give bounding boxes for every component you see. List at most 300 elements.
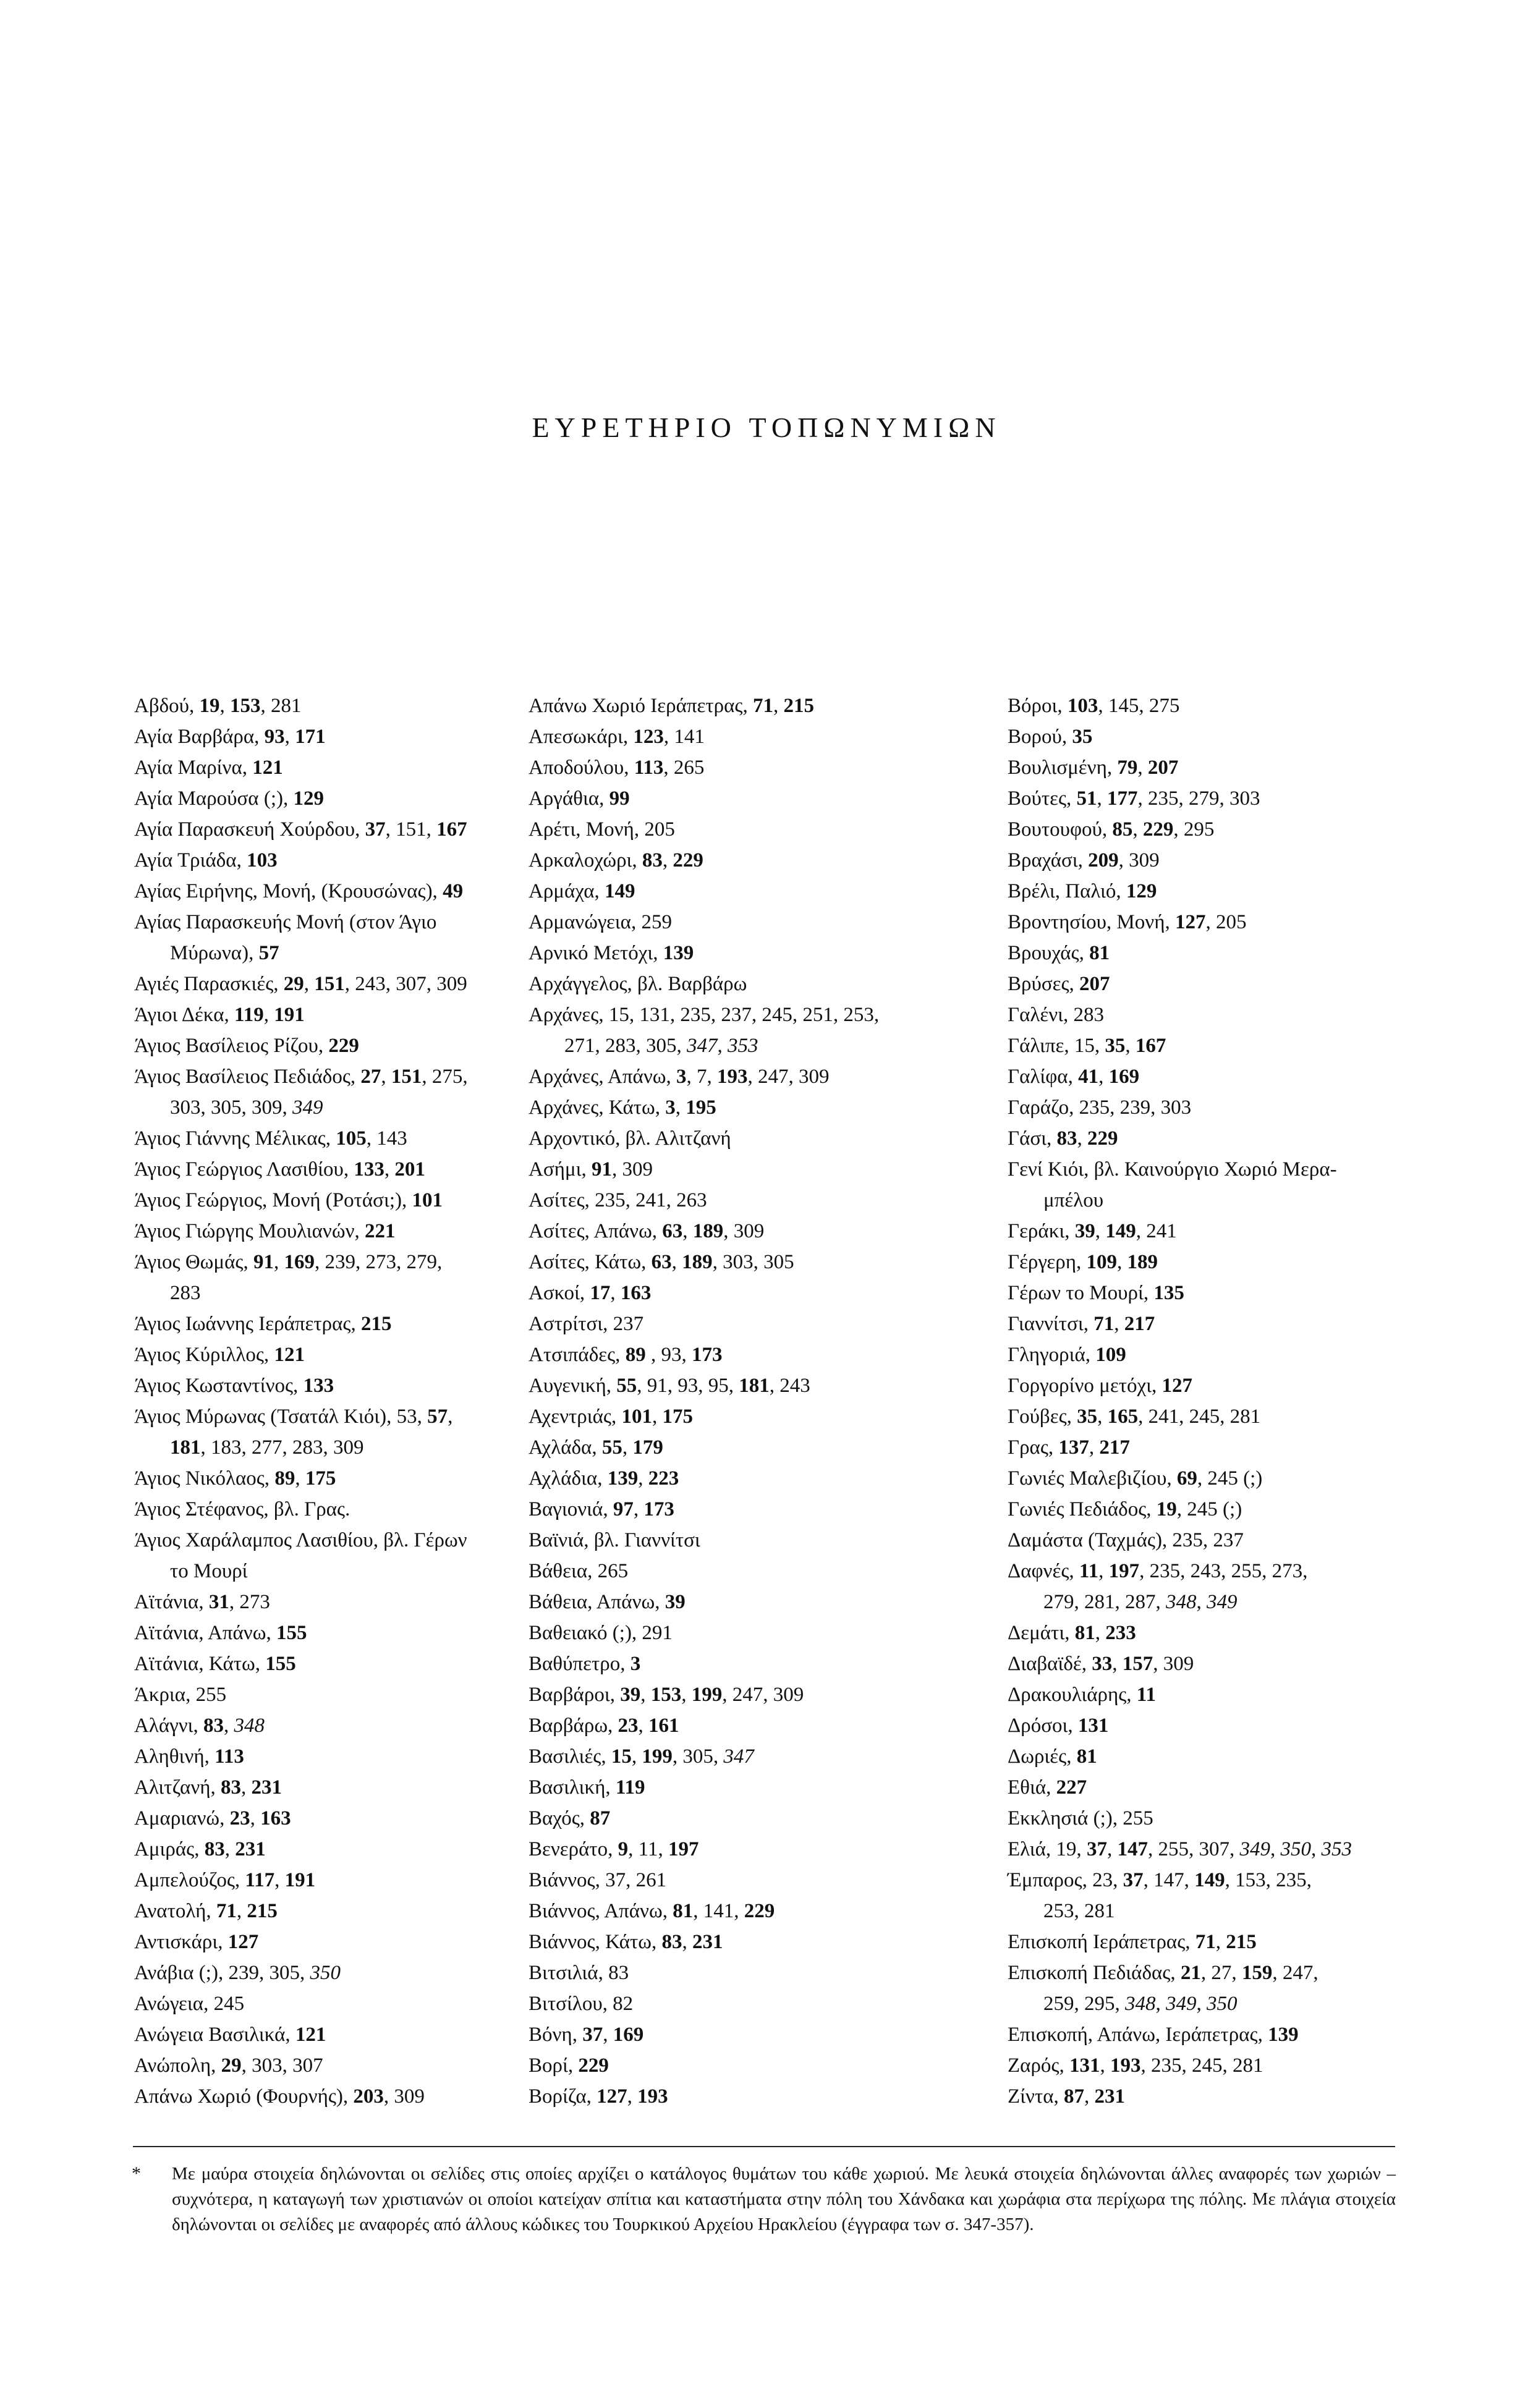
index-entry-run: 169 xyxy=(1108,1066,1140,1088)
index-entry-run: , xyxy=(603,2024,613,2046)
index-entry xyxy=(529,783,974,814)
index-entry-run: 23 xyxy=(229,1807,250,1829)
index-entry-run: Άγιος Γιάννης Μέλικας, xyxy=(134,1127,336,1150)
index-entry xyxy=(1008,1370,1453,1401)
index-entry xyxy=(529,999,974,1061)
index-entry-run: Ασκοί, xyxy=(529,1282,590,1304)
index-entry xyxy=(529,1278,974,1308)
index-entry xyxy=(1008,907,1453,938)
index-entry xyxy=(134,969,579,999)
index-entry-run: μπέλου xyxy=(1043,1189,1104,1211)
index-entry xyxy=(134,1741,579,1772)
index-entry-run: 85 xyxy=(1112,818,1133,841)
index-entry-run: 101 xyxy=(412,1189,443,1211)
index-entry-run: 121 xyxy=(274,1344,305,1366)
index-entry xyxy=(134,1587,579,1617)
index-entry-run: 93 xyxy=(264,726,285,748)
index-entry-run: , xyxy=(219,695,231,717)
index-entry-run: 133 xyxy=(303,1375,334,1397)
index-entry-run: 91 xyxy=(253,1251,274,1273)
index-entry xyxy=(134,1896,579,1927)
index-entry-run: Βροντησίου, Μονή, xyxy=(1008,911,1175,933)
index-entry-run: Αμπελούζος, xyxy=(134,1869,245,1891)
index-entry-run: Άγιος Βασίλειος Ρίζου, xyxy=(134,1035,329,1057)
index-entry-run: Μύρωνα), xyxy=(170,942,259,964)
index-entry-run: Άγιος Γεώργιος Λασιθίου, xyxy=(134,1158,354,1181)
index-entry-run: Γεράκι, xyxy=(1008,1220,1075,1242)
index-entry-run: 167 xyxy=(436,818,467,841)
index-entry-run: , xyxy=(1215,1931,1226,1953)
index-entry xyxy=(134,1957,579,1988)
index-entry-run: 19 xyxy=(1156,1498,1177,1520)
index-entry-run: 348 xyxy=(1125,1993,1156,2015)
index-entry xyxy=(529,1741,974,1772)
index-entry-run: , xyxy=(1095,1622,1106,1644)
index-entry-run: , 247, 309 xyxy=(747,1066,830,1088)
index-entry-run: Αϊτάνια, Απάνω, xyxy=(134,1622,276,1644)
index-entry xyxy=(529,1216,974,1247)
index-entry xyxy=(134,1401,579,1463)
index-entry-run: , xyxy=(1270,1838,1281,1860)
index-entry-run: , xyxy=(384,1158,395,1181)
index-entry-run: , 7, xyxy=(686,1066,717,1088)
index-entry-run: 3 xyxy=(665,1096,676,1119)
index-entry xyxy=(529,1092,974,1123)
index-entry-run: Άγιοι Δέκα, xyxy=(134,1004,235,1026)
index-entry-run: 127 xyxy=(227,1931,259,1953)
index-entry xyxy=(1008,1525,1453,1556)
index-entry xyxy=(1008,1463,1453,1494)
index-entry-run: , 91, 93, 95, xyxy=(637,1375,739,1397)
index-entry-run: , 247, xyxy=(1272,1962,1319,1984)
index-entry-run: Άκρια, 255 xyxy=(134,1684,227,1706)
index-entry-run: Ελιά, 19, xyxy=(1008,1838,1087,1860)
index-entry-run: Γωνιές Πεδιάδος, xyxy=(1008,1498,1157,1520)
index-entry xyxy=(134,1308,579,1339)
index-entry-run: 151 xyxy=(391,1066,422,1088)
index-entry xyxy=(529,907,974,938)
index-entry-run: 131 xyxy=(1077,1715,1109,1737)
index-entry xyxy=(529,721,974,752)
index-entry xyxy=(134,1339,579,1370)
index-entry xyxy=(134,752,579,783)
index-entry-run: , 235, 245, 281 xyxy=(1140,2054,1263,2077)
index-entry xyxy=(529,1957,974,1988)
index-entry-run: Δρακουλιάρης, xyxy=(1008,1684,1137,1706)
index-column-1 xyxy=(134,690,579,2112)
index-entry-run: Βόνη, xyxy=(529,2024,583,2046)
footnote-divider xyxy=(133,2146,1395,2147)
index-entry-run: 159 xyxy=(1241,1962,1273,1984)
index-entry xyxy=(134,690,579,721)
index-entry-run: 191 xyxy=(284,1869,316,1891)
index-entry xyxy=(529,1803,974,1834)
index-entry-run: Βούτες, xyxy=(1008,787,1077,810)
index-entry-run: 199 xyxy=(691,1684,723,1706)
index-entry-run: Αϊτάνια, Κάτω, xyxy=(134,1653,266,1675)
index-entry-run: , 309 xyxy=(1118,849,1160,871)
index-entry-run: 83 xyxy=(661,1931,682,1953)
index-entry-run: 348 xyxy=(234,1715,265,1737)
index-entry xyxy=(1008,1278,1453,1308)
index-entry xyxy=(1008,1803,1453,1834)
index-entry xyxy=(529,1463,974,1494)
index-entry xyxy=(134,1803,579,1834)
index-entry-run: Γωνιές Μαλεβιζίου, xyxy=(1008,1467,1177,1490)
index-entry xyxy=(529,1339,974,1370)
index-entry xyxy=(529,1494,974,1525)
index-entry-run: 157 xyxy=(1122,1653,1153,1675)
index-entry-run: 139 xyxy=(1268,2024,1299,2046)
index-entry-run: , 255, 307, xyxy=(1147,1838,1240,1860)
index-entry-run: Βρύσες, xyxy=(1008,973,1080,995)
index-entry-run: 139 xyxy=(607,1467,639,1490)
index-entry-run: Ανατολή, xyxy=(134,1900,216,1922)
index-entry xyxy=(1008,721,1453,752)
index-entry-run: 283 xyxy=(170,1282,201,1304)
index-entry xyxy=(1008,783,1453,814)
index-entry xyxy=(529,1834,974,1865)
index-entry-run: , xyxy=(1097,787,1108,810)
index-entry-run: 209 xyxy=(1088,849,1119,871)
index-entry-run: Γληγοριά, xyxy=(1008,1344,1096,1366)
index-entry-run: Βόροι, xyxy=(1008,695,1068,717)
index-entry-run: , xyxy=(652,1405,663,1428)
index-entry-run: Δωριές, xyxy=(1008,1745,1077,1768)
index-entry-run: Αβδού, xyxy=(134,695,200,717)
index-entry-run: Γάσι, xyxy=(1008,1127,1057,1150)
index-entry-run: 37 xyxy=(1086,1838,1107,1860)
index-entry-run: , xyxy=(638,1715,649,1737)
index-entry xyxy=(529,1648,974,1679)
index-entry xyxy=(529,2050,974,2081)
index-entry-run: 103 xyxy=(1067,695,1098,717)
index-entry-run: Αγία Μαρούσα (;), xyxy=(134,787,294,810)
index-entry xyxy=(134,1927,579,1957)
index-entry xyxy=(529,752,974,783)
index-entry-run: 105 xyxy=(336,1127,367,1150)
index-entry-run: 149 xyxy=(1194,1869,1225,1891)
index-entry-run: 41 xyxy=(1078,1066,1099,1088)
index-entry-run: Βιάννος, 37, 261 xyxy=(529,1869,667,1891)
index-entry-run: 179 xyxy=(632,1436,663,1459)
index-entry-run: 191 xyxy=(274,1004,305,1026)
index-entry-run: 3 xyxy=(676,1066,687,1088)
index-entry-run: 169 xyxy=(613,2024,644,2046)
index-entry-run: , 281 xyxy=(260,695,302,717)
index-entry-run: , xyxy=(295,1467,305,1490)
index-entry-run: , xyxy=(631,1745,642,1768)
index-entry-run: 259, 295, xyxy=(1043,1993,1125,2015)
index-entry xyxy=(1008,752,1453,783)
index-entry-run: Γρας, xyxy=(1008,1436,1059,1459)
index-entry-run: 231 xyxy=(692,1931,723,1953)
index-entry-run: 119 xyxy=(615,1776,645,1799)
index-entry-run: , xyxy=(1097,1405,1108,1428)
index-entry-run: , xyxy=(638,1467,648,1490)
index-entry xyxy=(529,1154,974,1185)
index-entry-run: 39 xyxy=(620,1684,641,1706)
index-entry-run: 349 xyxy=(1207,1591,1238,1613)
index-entry-run: 177 xyxy=(1107,787,1138,810)
index-entry-run: , 241, 245, 281 xyxy=(1138,1405,1261,1428)
index-entry-run: 229 xyxy=(744,1900,775,1922)
index-entry-run: 147 xyxy=(1117,1838,1148,1860)
index-entry-run: 149 xyxy=(1105,1220,1136,1242)
index-entry-run: 103 xyxy=(247,849,278,871)
index-entry-run: Ζαρός, xyxy=(1008,2054,1069,2077)
index-entry-run: Γενί Κιόι, βλ. Καινούργιο Χωριό Μερα- xyxy=(1008,1158,1337,1181)
index-entry-run: 233 xyxy=(1105,1622,1136,1644)
index-entry-run: Επισκοπή Πεδιάδας, xyxy=(1008,1962,1181,1984)
index-entry-run: Αμαριανώ, xyxy=(134,1807,230,1829)
index-entry-run: το Μουρί xyxy=(170,1560,248,1582)
index-entry-run: , xyxy=(1117,1251,1127,1273)
index-entry xyxy=(134,1061,579,1123)
index-entry-run: 229 xyxy=(1087,1127,1118,1150)
index-entry-run: 71 xyxy=(216,1900,237,1922)
index-entry-run: Ασήμι, xyxy=(529,1158,592,1181)
index-entry-run: Αρχάγγελος, βλ. Βαρβάρω xyxy=(529,973,747,995)
index-entry-run: 189 xyxy=(682,1251,713,1273)
index-entry-run: Αστρίτσι, 237 xyxy=(529,1313,644,1335)
index-entry xyxy=(1008,1432,1453,1463)
index-entry-run: 99 xyxy=(609,787,630,810)
index-entry-run: , 309 xyxy=(611,1158,653,1181)
index-entry-run: Βουτουφού, xyxy=(1008,818,1113,841)
index-entry-run: Βορίζα, xyxy=(529,2085,597,2108)
index-entry xyxy=(134,1834,579,1865)
index-entry xyxy=(529,938,974,969)
index-entry-run: 81 xyxy=(673,1900,694,1922)
index-entry xyxy=(1008,1092,1453,1123)
index-entry-run: 11 xyxy=(1136,1684,1156,1706)
index-entry-run: 83 xyxy=(1056,1127,1077,1150)
index-entry-run: 217 xyxy=(1099,1436,1130,1459)
index-entry-run: Άγιος Γεώργιος, Μονή (Ροτάσι;), xyxy=(134,1189,412,1211)
index-entry-run: 217 xyxy=(1124,1313,1155,1335)
index-entry-run: Αποδούλου, xyxy=(529,757,634,779)
index-entry-run: 127 xyxy=(1161,1375,1192,1397)
index-entry-run: Ζίντα, xyxy=(1008,2085,1064,2108)
index-entry xyxy=(134,1030,579,1061)
index-entry-run: 37 xyxy=(582,2024,603,2046)
index-entry-run: 83 xyxy=(221,1776,242,1799)
index-entry-run: , 265 xyxy=(663,757,705,779)
index-entry-run: , xyxy=(224,1715,234,1737)
index-entry-run: , 143 xyxy=(366,1127,407,1150)
index-entry-run: 169 xyxy=(284,1251,315,1273)
index-entry xyxy=(134,1525,579,1587)
index-entry-run: 79 xyxy=(1117,757,1138,779)
index-entry-run: 57 xyxy=(258,942,279,964)
index-entry-run: , 273 xyxy=(229,1591,270,1613)
index-entry xyxy=(529,1988,974,2019)
index-entry xyxy=(529,1556,974,1587)
index-entry-run: 83 xyxy=(642,849,663,871)
index-entry-run: 215 xyxy=(360,1313,392,1335)
index-entry xyxy=(529,2019,974,2050)
index-entry-run: , xyxy=(1125,1035,1136,1057)
index-entry-run: 3 xyxy=(630,1653,641,1675)
index-entry xyxy=(134,1988,579,2019)
index-entry-run: , xyxy=(236,1900,247,1922)
index-entry-run: , xyxy=(250,1807,261,1829)
index-entry-run: 39 xyxy=(1074,1220,1095,1242)
index-entry xyxy=(529,1679,974,1710)
index-entry-run: 55 xyxy=(616,1375,637,1397)
index-entry-run: Αγίας Παρασκευής Μονή (στον Άγιο xyxy=(134,911,437,933)
index-entry-run: , xyxy=(1098,1560,1109,1582)
index-entry-run: Βορί, xyxy=(529,2054,579,2077)
index-entry-run: Άγιος Μύρωνας (Τσατάλ Κιόι), 53, xyxy=(134,1405,428,1428)
index-entry-run: 35 xyxy=(1105,1035,1126,1057)
index-entry xyxy=(529,1061,974,1092)
index-entry xyxy=(529,1123,974,1154)
index-entry-run: 229 xyxy=(578,2054,609,2077)
index-entry-run: , xyxy=(1106,1838,1118,1860)
index-entry xyxy=(1008,2050,1453,2081)
index-entry-run: 271, 283, 305, xyxy=(564,1035,687,1057)
index-entry xyxy=(1008,1401,1453,1432)
index-entry-run: 27 xyxy=(360,1066,381,1088)
index-entry-run: Ανάβια (;), 239, 305, xyxy=(134,1962,310,1984)
index-entry-run: 123 xyxy=(633,726,664,748)
index-entry-run: , xyxy=(263,1004,274,1026)
index-entry-run: 109 xyxy=(1086,1251,1118,1273)
index-entry-run: , 247, 309 xyxy=(722,1684,804,1706)
index-entry-run: 113 xyxy=(634,757,664,779)
index-entry xyxy=(1008,1494,1453,1525)
index-entry xyxy=(134,1494,579,1525)
index-entry-run: Επισκοπή, Απάνω, Ιεράπετρας, xyxy=(1008,2024,1268,2046)
index-entry-run: Βαρβάροι, xyxy=(529,1684,621,1706)
index-entry-run: 87 xyxy=(1064,2085,1085,2108)
index-entry-run: 349 xyxy=(1166,1993,1197,2015)
index-entry-run: , xyxy=(1155,1993,1166,2015)
index-entry-run: , 243 xyxy=(769,1375,810,1397)
index-entry xyxy=(134,876,579,907)
index-entry xyxy=(1008,1617,1453,1648)
index-entry-run: , xyxy=(1098,1066,1109,1088)
index-entry-run: 193 xyxy=(1110,2054,1141,2077)
index-entry xyxy=(134,1154,579,1185)
index-entry-run: Γαράζο, 235, 239, 303 xyxy=(1008,1096,1192,1119)
index-entry xyxy=(529,1865,974,1896)
index-entry-run: 165 xyxy=(1107,1405,1139,1428)
index-entry-run: Βαθύπετρο, xyxy=(529,1653,631,1675)
index-entry xyxy=(134,907,579,969)
index-entry-run: Αγία Μαρίνα, xyxy=(134,757,253,779)
index-entry-run: , xyxy=(682,1220,693,1242)
index-entry-run: Βασιλιές, xyxy=(529,1745,611,1768)
index-entry-run: Βιτσιλιά, 83 xyxy=(529,1962,629,1984)
index-entry-run: Εκκλησιά (;), 255 xyxy=(1008,1807,1153,1829)
index-entry xyxy=(1008,1308,1453,1339)
index-entry-run: Βαρβάρω, xyxy=(529,1715,618,1737)
index-entry-run: 83 xyxy=(203,1715,224,1737)
index-entry-run: , xyxy=(1089,1436,1100,1459)
index-entry-run: Επισκοπή Ιεράπετρας, xyxy=(1008,1931,1195,1953)
index-entry-run: , xyxy=(1084,2085,1095,2108)
index-entry-run: 350 xyxy=(1280,1838,1311,1860)
index-entry-run: , xyxy=(622,1436,633,1459)
index-entry xyxy=(134,1617,579,1648)
index-entry-run: 57 xyxy=(427,1405,448,1428)
index-entry xyxy=(529,814,974,845)
index-entry-run: Αγία Παρασκευή Χούρδου, xyxy=(134,818,365,841)
index-entry-run: , 309 xyxy=(1153,1653,1194,1675)
index-entry xyxy=(134,1463,579,1494)
index-entry xyxy=(134,783,579,814)
index-entry xyxy=(1008,1741,1453,1772)
index-entry-run: Δαμάστα (Ταχμάς), 235, 237 xyxy=(1008,1529,1244,1551)
index-entry-run: 29 xyxy=(283,973,304,995)
index-entry xyxy=(529,1617,974,1648)
index-entry xyxy=(1008,938,1453,969)
index-entry-run: 131 xyxy=(1069,2054,1100,2077)
footnote-mark: * xyxy=(132,2163,141,2184)
index-entry-run: , 235, 243, 255, 273, xyxy=(1139,1560,1308,1582)
index-entry-run: 23 xyxy=(618,1715,639,1737)
index-entry xyxy=(529,1432,974,1463)
index-entry-run: , 11, xyxy=(628,1838,668,1860)
index-entry-run: Αληθινή, xyxy=(134,1745,215,1768)
index-entry-run: , xyxy=(717,1035,728,1057)
index-entry xyxy=(134,2050,579,2081)
index-entry xyxy=(1008,814,1453,845)
index-entry-run: Άγιος Θωμάς, xyxy=(134,1251,253,1273)
index-entry-run: 51 xyxy=(1076,787,1097,810)
index-entry-run: , xyxy=(662,849,673,871)
index-entry-run: , xyxy=(1100,2054,1110,2077)
index-entry-run: Άγιος Στέφανος, βλ. Γρας. xyxy=(134,1498,350,1520)
index-entry-run: 181 xyxy=(170,1436,201,1459)
index-entry-run: 279, 281, 287, xyxy=(1043,1591,1166,1613)
index-entry-run: , xyxy=(1112,1653,1123,1675)
index-entry-run: Αυγενική, xyxy=(529,1375,617,1397)
index-entry-run: 303, 305, 309, xyxy=(170,1096,292,1119)
index-entry-run: 81 xyxy=(1076,1745,1097,1768)
index-entry-run: 215 xyxy=(247,1900,278,1922)
index-entry-run: Απάνω Χωριό (Φουρνής), xyxy=(134,2085,354,2108)
index-entry-run: 155 xyxy=(265,1653,296,1675)
index-entry-run: 197 xyxy=(1108,1560,1140,1582)
index-entry-run: 35 xyxy=(1077,1405,1098,1428)
index-entry-run: 189 xyxy=(692,1220,724,1242)
index-column-2 xyxy=(529,690,974,2112)
index-entry-run: , xyxy=(1095,1220,1106,1242)
index-entry-run: 17 xyxy=(590,1282,611,1304)
index-entry-run: Αρμάχα, xyxy=(529,880,605,902)
index-entry-run: Βρουχάς, xyxy=(1008,942,1090,964)
index-entry-run: Ανώπολη, xyxy=(134,2054,221,2077)
index-entry-run: , xyxy=(1310,1838,1322,1860)
index-entry-run: 135 xyxy=(1153,1282,1184,1304)
index-entry-run: Άγιος Βασίλειος Πεδιάδος, xyxy=(134,1066,361,1088)
index-entry xyxy=(529,2081,974,2112)
index-entry-run: Βασιλική, xyxy=(529,1776,616,1799)
index-entry-run: Δρόσοι, xyxy=(1008,1715,1078,1737)
index-entry-run: Ασίτες, 235, 241, 263 xyxy=(529,1189,707,1211)
index-entry-run: Αρνικό Μετόχι, xyxy=(529,942,663,964)
index-entry-run: 129 xyxy=(293,787,324,810)
index-entry-run: 223 xyxy=(648,1467,679,1490)
index-entry-run: 127 xyxy=(1174,911,1206,933)
index-entry xyxy=(529,1308,974,1339)
index-entry-run: 121 xyxy=(295,2024,326,2046)
index-entry xyxy=(1008,1772,1453,1803)
